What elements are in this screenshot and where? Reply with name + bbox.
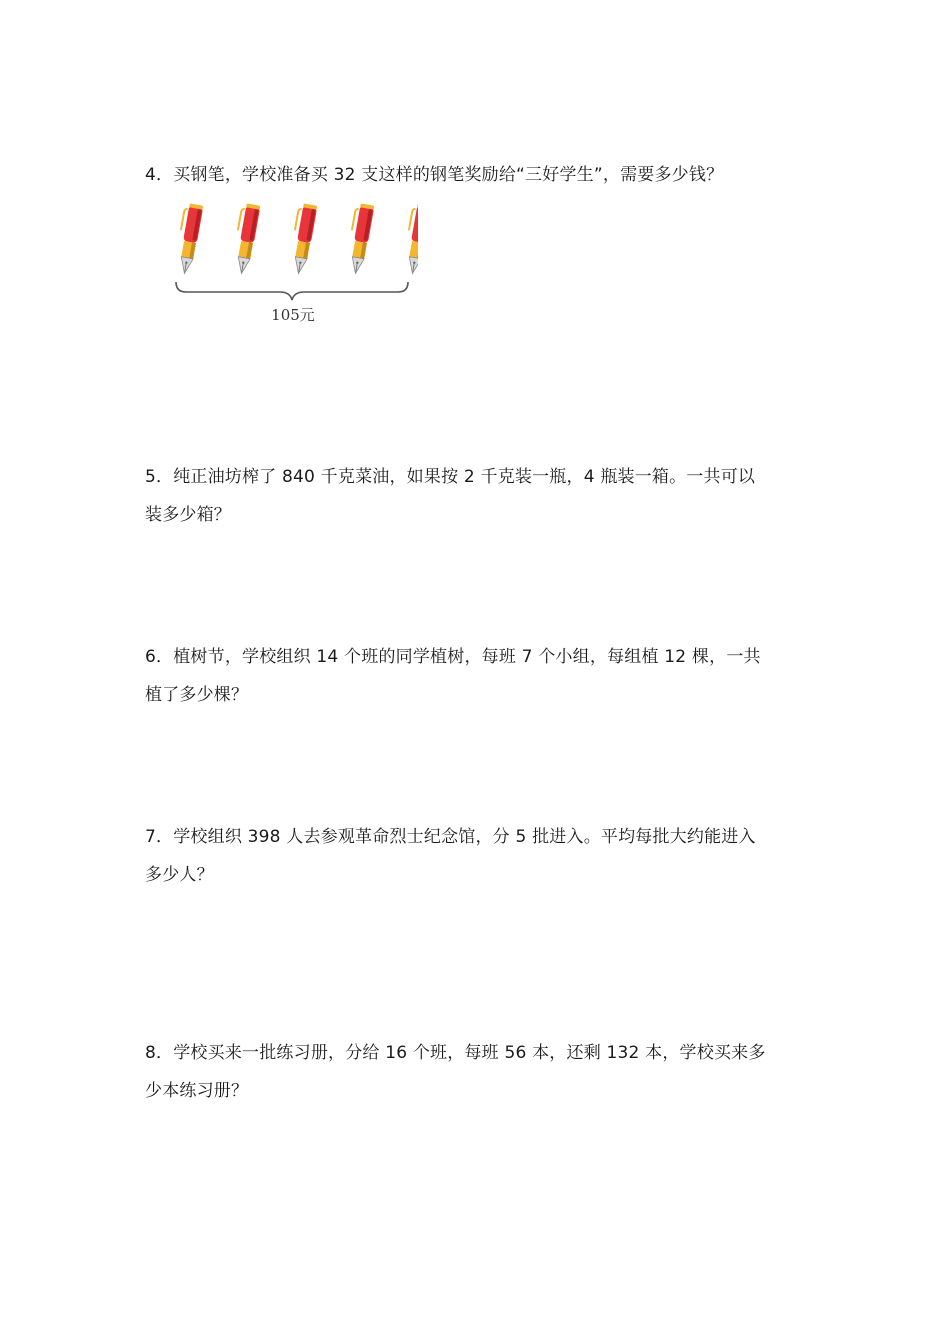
question-7 <box>145 818 810 894</box>
total-brace <box>176 282 408 300</box>
fountain-pen-icon <box>402 203 418 275</box>
question-text-line: 5．纯正油坊榨了 840 千克菜油，如果按 2 千克装一瓶，4 瓶装一箱。一共可以 <box>145 467 756 487</box>
question-text-line: 多少人？ <box>145 865 214 885</box>
question-text-line: 植了多少棵？ <box>145 685 249 705</box>
fountain-pen-icon <box>288 203 318 275</box>
question-8 <box>145 1034 810 1110</box>
question-text-line: 4．买钢笔，学校准备买 32 支这样的钢笔奖励给“三好学生”，需要多少钱？ <box>145 165 724 185</box>
question-text-line: 6．植树节，学校组织 14 个班的同学植树，每班 7 个小组，每组植 12 棵，一共 <box>145 647 761 667</box>
question-4 <box>145 156 810 194</box>
question-5 <box>145 458 810 534</box>
question-6 <box>145 638 810 714</box>
pens-figure <box>168 200 418 332</box>
fountain-pen-icon <box>174 203 204 275</box>
fountain-pen-icon <box>231 203 261 275</box>
question-text-line: 8．学校买来一批练习册，分给 16 个班，每班 56 本，还剩 132 本，学校买来多 <box>145 1043 766 1063</box>
fountain-pen-icon <box>345 203 375 275</box>
question-text-line: 装多少箱？ <box>145 505 231 525</box>
question-text-line: 少本练习册？ <box>145 1081 249 1101</box>
pens-illustration <box>168 200 418 304</box>
total-price-label: 105元 <box>271 306 315 324</box>
question-text-line: 7．学校组织 398 人去参观革命烈士纪念馆，分 5 批进入。平均每批大约能进入 <box>145 827 756 847</box>
